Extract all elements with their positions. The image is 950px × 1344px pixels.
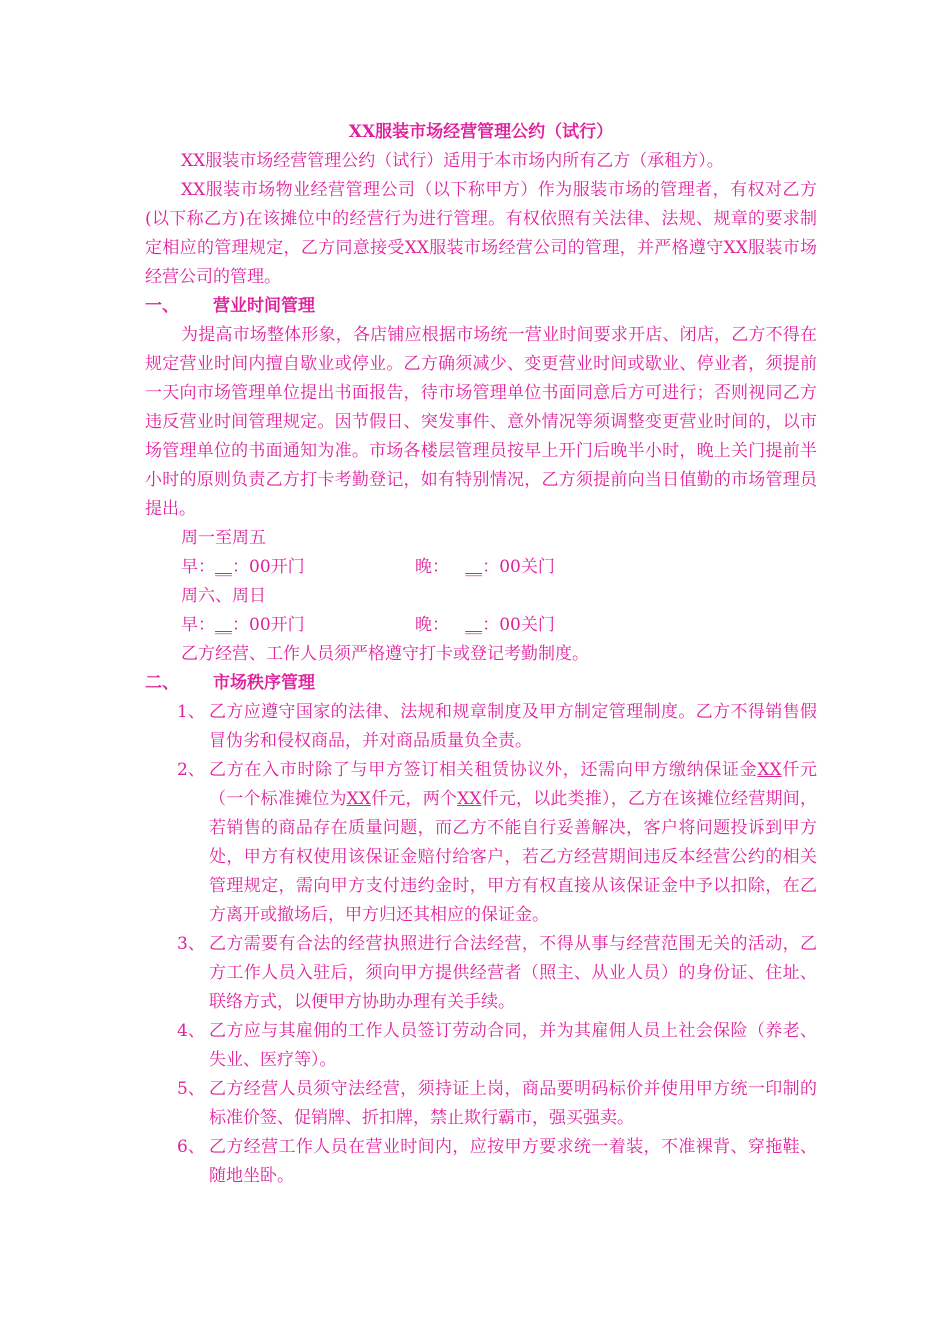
list-item-text xyxy=(209,756,817,930)
section-1-number: 一、 xyxy=(145,296,179,316)
evening-blank: __ xyxy=(465,557,483,577)
list-item-number: 1、 xyxy=(177,702,205,722)
section-1-title: 营业时间管理 xyxy=(213,296,315,316)
weekday-morning xyxy=(181,553,415,582)
item-2-part-c: 仟元，两个 xyxy=(370,789,458,809)
deposit-amount-two: XX xyxy=(457,789,482,809)
weekday-label: 周一至周五 xyxy=(181,528,266,548)
evening-prefix: 晚： xyxy=(415,557,449,577)
list-item xyxy=(145,1133,817,1191)
section-1-heading xyxy=(145,292,817,321)
intro-paragraph-1: XX服装市场经营管理公约（试行）适用于本市场内所有乙方（承租方）。 xyxy=(181,151,724,171)
item-2-part-b: 仟元（一个标准摊位为 xyxy=(209,760,818,809)
list-item-number: 3、 xyxy=(177,934,205,954)
evening-blank: __ xyxy=(465,615,483,635)
intro-paragraph-2: XX服装市场物业经营管理公司（以下称甲方）作为服装市场的管理者，有权对乙方(以下称乙方)在该摊位中的经营行为进行管理。有权依照有关法律、法规、规章的要求制定相应的管理规定，乙方同意接受XX服装市场经营公司的管理，并严格遵守XX服装市场经营公司的管理。 xyxy=(145,180,817,287)
weekend-evening xyxy=(415,611,555,640)
deposit-amount-total: XX xyxy=(757,760,782,780)
list-item xyxy=(145,930,817,1017)
section-2-number: 二、 xyxy=(145,673,179,693)
list-item-text: 乙方应遵守国家的法律、法规和规章制度及甲方制定管理制度。乙方不得销售假冒伪劣和侵权商品，并对商品质量负全责。 xyxy=(209,702,817,751)
list-item-number: 2、 xyxy=(177,760,205,780)
section-1-closing: 乙方经营、工作人员须严格遵守打卡或登记考勤制度。 xyxy=(181,644,589,664)
morning-blank: __ xyxy=(215,557,232,577)
list-item-text: 乙方经营人员须守法经营，须持证上岗，商品要明码标价并使用甲方统一印制的标准价签、促销牌、折扣牌，禁止欺行霸市，强买强卖。 xyxy=(209,1079,817,1128)
document-title: XX服装市场经营管理公约（试行） xyxy=(348,122,614,142)
section-1-body: 为提高市场整体形象，各店铺应根据市场统一营业时间要求开店、闭店，乙方不得在规定营业时间内擅自歇业或停业。乙方确须减少、变更营业时间或歇业、停业者，须提前一天向市场管理单位提出书面报告，待市场管理单位书面同意后方可进行；否则视同乙方违反营业时间管理规定。因节假日、突发事件、意外情况等须调整变更营业时间的，以市场管理单位的书面通知为准。市场各楼层管理员按早上开门后晚半小时，晚上关门提前半小时的原则负责乙方打卡考勤登记，如有特别情况，乙方须提前向当日值勤的市场管理员提出。 xyxy=(145,325,817,519)
weekend-morning xyxy=(181,611,415,640)
list-item-text: 乙方经营工作人员在营业时间内，应按甲方要求统一着装，不准裸背、穿拖鞋、随地坐卧。 xyxy=(209,1137,817,1186)
weekend-label: 周六、周日 xyxy=(181,586,266,606)
list-item-number: 4、 xyxy=(177,1021,205,1041)
morning-blank: __ xyxy=(215,615,232,635)
weekend-hours xyxy=(145,611,817,640)
list-item xyxy=(145,1017,817,1075)
weekday-hours xyxy=(145,553,817,582)
section-2-heading xyxy=(145,669,817,698)
document-body xyxy=(145,118,817,1191)
list-item xyxy=(145,1075,817,1133)
item-2-part-a: 乙方在入市时除了与甲方签订相关租赁协议外，还需向甲方缴纳保证金 xyxy=(209,760,758,780)
deposit-amount-one: XX xyxy=(346,789,371,809)
list-item-number: 5、 xyxy=(177,1079,205,1099)
section-2-title: 市场秩序管理 xyxy=(213,673,315,693)
morning-prefix: 早： xyxy=(181,557,215,577)
item-2-part-d: 仟元，以此类推），乙方在该摊位经营期间，若销售的商品存在质量问题，而乙方不能自行妥善解决，客户将问题投诉到甲方处，甲方有权使用该保证金赔付给客户，若乙方经营期间违反本经营公约的相关管理规定，需向甲方支付违约金时，甲方有权直接从该保证金中予以扣除，在乙方离开或撤场后，甲方归还其相应的保证金。 xyxy=(209,789,818,925)
list-item-number: 6、 xyxy=(177,1137,205,1157)
morning-prefix: 早： xyxy=(181,615,215,635)
list-item-text: 乙方需要有合法的经营执照进行合法经营，不得从事与经营范围无关的活动，乙方工作人员入驻后，须向甲方提供经营者（照主、从业人员）的身份证、住址、联络方式，以便甲方协助办理有关手续。 xyxy=(209,934,817,1012)
evening-prefix: 晚： xyxy=(415,615,449,635)
evening-suffix: ：00关门 xyxy=(482,557,555,577)
list-item xyxy=(145,756,817,930)
list-item-text: 乙方应与其雇佣的工作人员签订劳动合同，并为其雇佣人员上社会保险（养老、失业、医疗等）。 xyxy=(209,1021,817,1070)
morning-suffix: ：00开门 xyxy=(232,557,305,577)
weekday-evening xyxy=(415,553,555,582)
list-item xyxy=(145,698,817,756)
evening-suffix: ：00关门 xyxy=(482,615,555,635)
morning-suffix: ：00开门 xyxy=(232,615,305,635)
